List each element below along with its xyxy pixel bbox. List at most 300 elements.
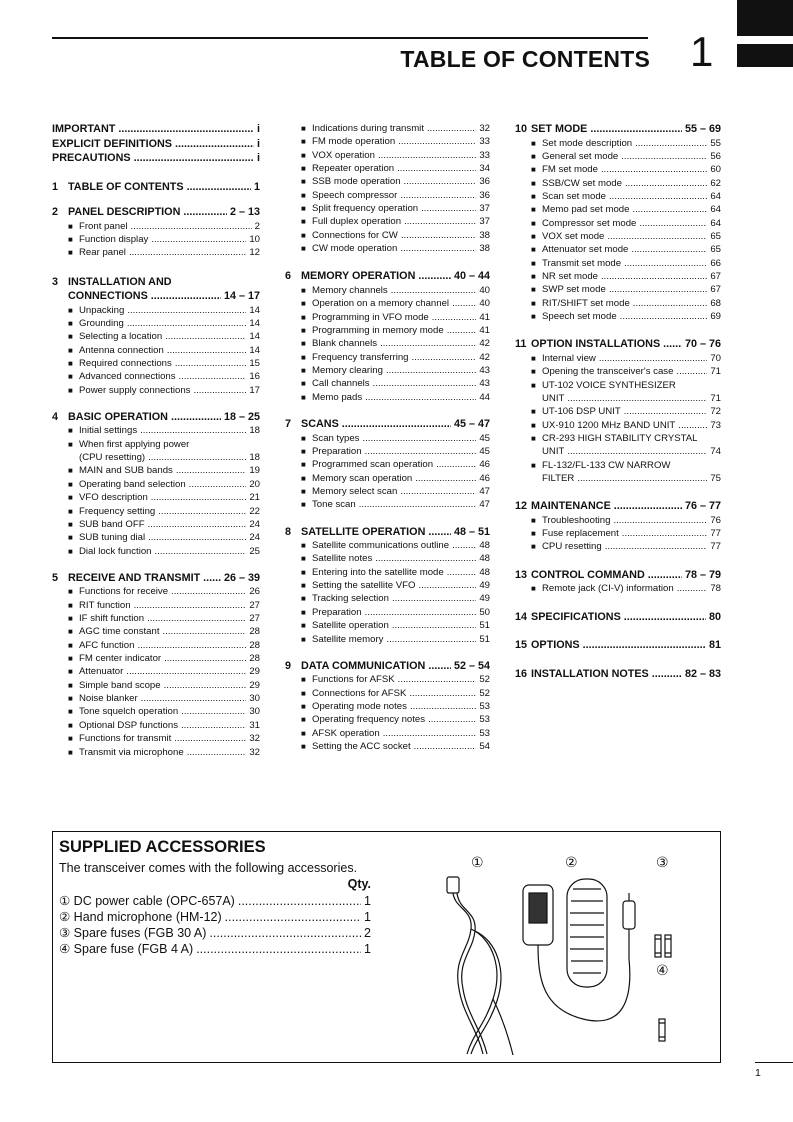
accessory-qty: 1 [364,894,371,908]
section-title: PRECAUTIONS [52,152,131,164]
toc-entry [285,324,490,337]
toc-entry [285,727,490,740]
entry-label: Front panel [79,220,128,232]
toc-section [52,275,260,397]
toc-entry [285,432,490,445]
entry-label: Preparation [312,445,362,457]
entry-page: 67 [710,270,721,282]
toc-entry [285,740,490,753]
entry-label: Functions for transmit [79,733,172,745]
dot-leader [663,337,682,352]
dot-leader [428,525,451,540]
toc-section [285,659,490,754]
entry-label: Operating frequency notes [312,714,426,726]
bullet-square-icon: ■ [301,688,306,698]
dot-leader [678,419,707,432]
entry-label: Operating mode notes [312,701,407,713]
entry-label: Functions for receive [79,586,169,598]
spare-fuses-icon [655,935,671,957]
entry-label-cont: (CPU resetting) [79,452,146,464]
entry-page: 69 [710,310,721,322]
bullet-square-icon: ■ [68,667,73,677]
toc-entry [52,424,260,437]
toc-entry [515,352,721,365]
bullet-square-icon: ■ [531,515,536,525]
toc-entry [52,518,260,531]
toc-entry [52,304,260,317]
dot-leader [418,579,476,592]
toc-column-2 [285,122,490,753]
entry-label: Satellite notes [312,553,373,565]
entry-label: Frequency setting [79,505,156,517]
toc-entry [285,619,490,632]
entry-page: 55 [710,137,721,149]
toc-entry [515,379,721,392]
entry-page: 28 [249,639,260,651]
entry-page: 17 [249,384,260,396]
bullet-square-icon: ■ [531,367,536,377]
entry-label: AFC function [79,639,135,651]
toc-entry [52,384,260,397]
entry-page: 48 [479,553,490,565]
section-number: 3 [52,275,59,288]
toc-section [285,417,490,512]
toc-entry [515,203,721,216]
bullet-square-icon: ■ [301,379,306,389]
bullet-square-icon: ■ [301,217,306,227]
accessory-qty: 1 [364,910,371,924]
entry-label: VOX set mode [542,230,605,242]
entry-label: Entering into the satellite mode [312,566,444,578]
dot-leader [140,424,246,437]
section-pages: 45 – 47 [453,418,490,431]
dot-leader [342,417,451,432]
entry-label: NR set mode [542,270,598,282]
toc-column-3 [515,122,721,681]
section-heading [515,499,721,514]
dot-leader [392,619,477,632]
dot-leader [183,205,227,220]
entry-page: 20 [249,478,260,490]
toc-section [52,122,260,137]
toc-entry [515,540,721,553]
dot-leader [409,687,476,700]
section-title: SATELLITE OPERATION [301,525,426,538]
toc-entry [285,700,490,713]
entry-label: UX-910 1200 MHz BAND UNIT [542,419,676,431]
entry-page: 49 [479,580,490,592]
accessory-label: ③ Spare fuses (FGB 30 A) [59,926,207,940]
dot-leader [428,659,451,674]
toc-entry-cont [515,472,721,485]
bullet-square-icon: ■ [301,634,306,644]
bullet-square-icon: ■ [531,407,536,417]
toc-entry [285,472,490,485]
toc-entry [285,552,490,565]
entry-page: 45 [479,445,490,457]
section-heading [52,571,260,586]
bullet-square-icon: ■ [301,473,306,483]
toc-entry [515,163,721,176]
toc-entry [52,357,260,370]
entry-page: 52 [479,687,490,699]
entry-page: 74 [710,446,721,458]
toc-section [515,337,721,485]
entry-label: SSB/CW set mode [542,177,622,189]
entry-page: 25 [249,545,260,557]
section-number: 9 [285,659,292,672]
entry-label: Setting the ACC socket [312,741,411,753]
section-number: 7 [285,418,292,431]
entry-page: 32 [479,123,490,134]
dot-leader [398,673,477,686]
dot-leader [614,499,682,514]
entry-page: 34 [479,163,490,175]
toc-entry [52,317,260,330]
bullet-square-icon: ■ [531,285,536,295]
bullet-square-icon: ■ [531,353,536,363]
toc-entry [52,545,260,558]
dot-leader [383,727,477,740]
section-title: PANEL DESCRIPTION [68,206,181,218]
bullet-square-icon: ■ [68,358,73,368]
entry-page: 36 [479,176,490,188]
entry-label: Blank channels [312,338,378,350]
bullet-square-icon: ■ [531,231,536,241]
section-title: BASIC OPERATION [68,410,168,423]
toc-entry [285,122,490,135]
section-title: OPTIONS [531,639,580,652]
bullet-square-icon: ■ [531,460,536,470]
entry-label: Memory select scan [312,485,398,497]
toc-entry [52,679,260,692]
entry-label: Internal view [542,352,596,364]
toc-section [515,610,721,625]
toc-entry [285,566,490,579]
section-heading [515,638,721,653]
section-pages: 48 – 51 [453,525,490,538]
bullet-square-icon: ■ [68,493,73,503]
bullet-square-icon: ■ [68,640,73,650]
entry-page: 28 [249,653,260,665]
entry-page: 42 [479,338,490,350]
toc-entry [285,297,490,310]
toc-entry [52,246,260,259]
bullet-square-icon: ■ [68,439,73,449]
accessory-item [59,893,371,908]
entry-page: 14 [249,331,260,343]
section-pages: 2 – 13 [229,206,260,218]
bullet-square-icon: ■ [301,581,306,591]
bullet-square-icon: ■ [68,305,73,315]
qty-header: Qty. [347,877,371,891]
toc-entry [285,189,490,202]
bullet-square-icon: ■ [531,205,536,215]
dot-leader [633,297,708,310]
entry-label: Simple band scope [79,679,161,691]
entry-label: Operating band selection [79,478,186,490]
entry-page: 62 [710,177,721,189]
dot-leader [447,324,477,337]
toc-entry [515,270,721,283]
bullet-square-icon: ■ [68,694,73,704]
entry-label: Memory clearing [312,365,383,376]
toc-section [515,499,721,554]
toc-entry [52,220,260,233]
toc-entry [515,527,721,540]
entry-label: Function display [79,233,149,245]
entry-page: 52 [479,674,490,686]
entry-label: AFSK operation [312,727,380,739]
entry-page: 14 [249,344,260,356]
section-heading [285,269,490,284]
toc-entry [515,257,721,270]
entry-label: Setting the satellite VFO [312,580,416,592]
dot-leader [189,478,247,491]
toc-entry [52,692,260,705]
dot-leader [400,242,476,255]
entry-page: 68 [710,297,721,309]
dot-leader [148,451,246,464]
entry-page: 72 [710,406,721,418]
bullet-square-icon: ■ [301,366,306,375]
toc-entry [52,719,260,732]
entry-label: Satellite memory [312,633,384,645]
dot-leader [625,177,707,190]
dot-leader [164,652,246,665]
section-pages: 52 – 54 [453,659,490,672]
entry-page: 46 [479,459,490,471]
dot-leader [414,740,477,753]
toc-entry [515,405,721,418]
bullet-square-icon: ■ [301,728,306,738]
dot-leader [134,151,254,166]
section-number: 4 [52,410,59,423]
entry-page: 24 [249,532,260,544]
toc-entry [515,177,721,190]
toc-entry [285,242,490,255]
section-number: 10 [515,123,528,135]
dot-leader [428,713,476,726]
toc-column-1 [52,122,260,759]
dot-leader [203,571,221,586]
entry-page: 29 [249,666,260,678]
spare-fuse-4a-icon [659,1019,665,1041]
dot-leader [436,458,476,471]
toc-entry [515,459,721,472]
entry-label: Full duplex operation [312,216,402,228]
entry-page: 71 [710,366,721,378]
hand-microphone-icon [523,879,635,1021]
toc-entry [285,713,490,726]
dot-leader [648,568,682,583]
bullet-square-icon: ■ [301,433,306,443]
entry-page: 60 [710,164,721,176]
section-pages: 82 – 83 [684,667,721,680]
entry-label: CPU resetting [542,541,602,553]
bullet-square-icon: ■ [531,433,536,443]
toc-entry [52,438,260,451]
bullet-square-icon: ■ [301,541,306,551]
entry-label: Memo pads [312,391,363,403]
toc-entry [285,445,490,458]
bullet-square-icon: ■ [531,178,536,188]
section-pages: 40 – 44 [453,270,490,283]
entry-page: 32 [249,746,260,758]
toc-section [285,122,490,255]
toc-entry [285,458,490,471]
entry-label: Power supply connections [79,384,191,396]
toc-entry [285,687,490,700]
toc-section [52,151,260,166]
accessories-intro: The transceiver comes with the following accessories. [59,861,358,875]
dot-leader [397,162,476,175]
dot-leader [677,582,708,595]
bullet-square-icon: ■ [68,426,73,436]
bullet-square-icon: ■ [301,675,306,685]
entry-page: 41 [479,311,490,323]
entry-page: 14 [249,304,260,316]
entry-label: Scan set mode [542,190,606,202]
entry-page: 21 [249,492,260,504]
toc-entry [285,498,490,511]
entry-label: Satellite communications outline [312,540,450,552]
bullet-square-icon: ■ [68,221,73,231]
section-pages: 78 – 79 [684,568,721,581]
entry-page: 43 [479,378,490,390]
entry-label: FM center indicator [79,653,162,665]
entry-page: 16 [249,371,260,383]
accessory-item [59,941,371,956]
bullet-square-icon: ■ [301,607,306,617]
entry-page: 30 [249,706,260,718]
dot-leader [187,746,247,759]
toc-entry [52,625,260,638]
bullet-square-icon: ■ [531,542,536,552]
section-title: EXPLICIT DEFINITIONS [52,137,172,150]
entry-label: IF shift function [79,613,145,625]
section-pages: i [257,137,260,150]
dot-leader [400,189,476,202]
section-number: 11 [515,338,527,351]
dot-leader [127,317,247,330]
dot-leader [410,700,476,713]
entry-page: 27 [249,599,260,611]
dot-leader [147,612,246,625]
entry-page: 33 [479,136,490,148]
toc-entry [52,665,260,678]
bullet-square-icon: ■ [68,318,73,328]
dot-leader [365,445,477,458]
section-number: 15 [515,639,528,652]
section-pages: i [257,123,260,135]
toc-entry [52,464,260,477]
section-number: 5 [52,571,59,584]
accessory-qty: 2 [364,926,371,940]
bullet-square-icon: ■ [301,702,306,712]
dot-leader [452,297,476,310]
entry-page: 54 [479,741,490,753]
bullet-square-icon: ■ [301,446,306,456]
section-heading [515,568,721,583]
entry-label: VFO description [79,492,148,504]
toc-entry [52,705,260,718]
toc-entry [285,633,490,646]
dot-leader [375,552,476,565]
dot-leader [187,180,251,195]
dot-leader [400,485,476,498]
entry-label: Connections for AFSK [312,687,407,699]
toc-entry [52,370,260,383]
entry-page: 65 [710,244,721,256]
section-pages: 80 [708,610,721,623]
entry-page: 42 [479,351,490,363]
toc-section [52,180,260,195]
bullet-square-icon: ■ [301,312,306,322]
entry-page: 56 [710,150,721,162]
section-number: 16 [515,667,528,680]
entry-label: Transmit via microphone [79,746,184,758]
entry-page: 40 [479,284,490,296]
toc-entry [285,579,490,592]
bullet-square-icon: ■ [531,151,536,161]
entry-label: Indications during transmit [312,123,424,134]
bullet-square-icon: ■ [301,204,306,214]
entry-label: Initial settings [79,425,138,437]
dot-leader [171,410,221,425]
entry-label: Remote jack (CI-V) information [542,583,674,595]
toc-entry-cont [52,451,260,464]
toc-entry-cont [515,392,721,405]
entry-page: 33 [479,149,490,161]
bullet-square-icon: ■ [301,500,306,510]
toc-section [515,638,721,653]
dot-leader [635,137,707,150]
entry-label-cont: FILTER [542,472,575,484]
entry-page: 15 [249,357,260,369]
bullet-square-icon: ■ [301,567,306,577]
section-heading [52,151,260,166]
toc-entry [52,491,260,504]
entry-page: 67 [710,284,721,296]
section-title: SCANS [301,418,339,431]
entry-label: SSB mode operation [312,176,401,188]
toc-entry [285,592,490,605]
entry-page: 73 [710,419,721,431]
entry-page: 37 [479,203,490,215]
entry-label: CR-293 HIGH STABILITY CRYSTAL [542,432,698,444]
section-number: 12 [515,500,528,513]
dot-leader [167,344,247,357]
dot-leader [401,229,476,242]
dot-leader [567,392,707,405]
entry-label: RIT function [79,599,131,611]
section-heading [515,610,721,625]
dot-leader [175,137,254,152]
toc-entry [52,612,260,625]
toc-entry [285,606,490,619]
bullet-square-icon: ■ [68,519,73,529]
section-heading-cont [52,289,260,304]
entry-label: Operation on a memory channel [312,298,450,310]
entry-page: 36 [479,189,490,201]
entry-label: SUB band OFF [79,518,145,530]
entry-label: Unpacking [79,304,125,316]
dot-leader [601,163,707,176]
entry-label: Tone squelch operation [79,706,179,718]
section-heading [52,122,260,137]
toc-entry-cont [515,445,721,458]
